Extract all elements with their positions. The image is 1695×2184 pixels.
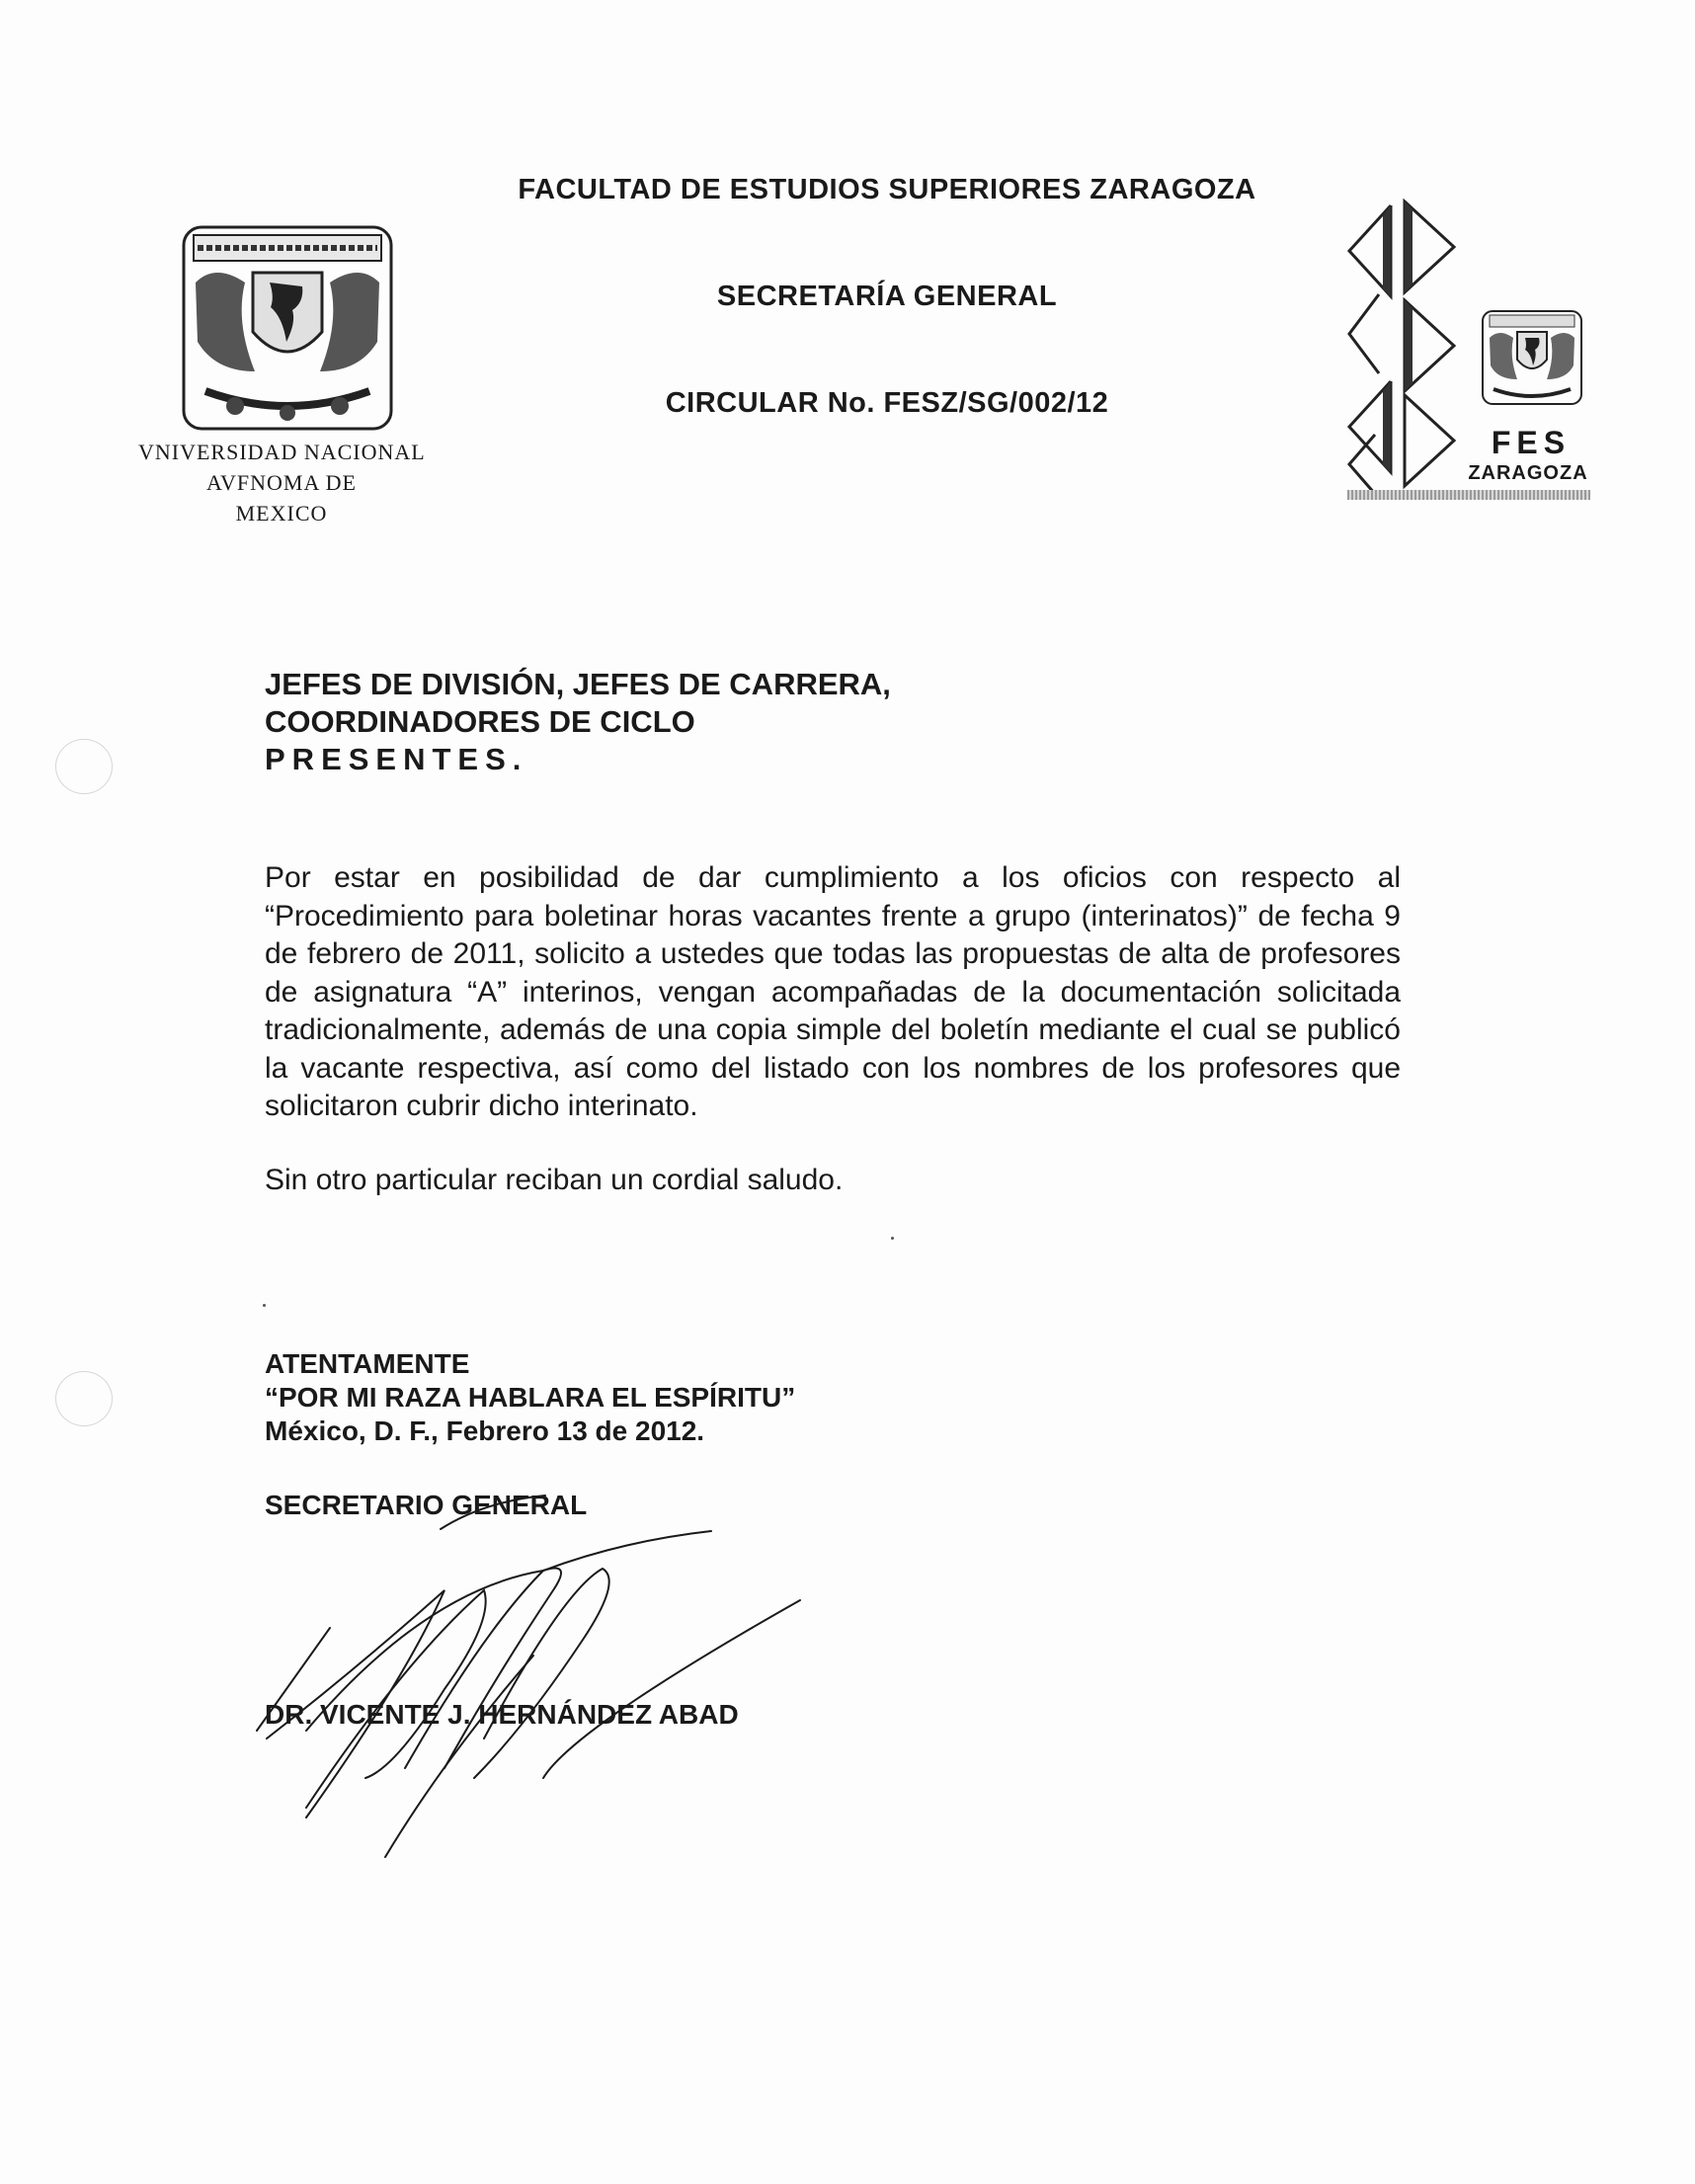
signer-name: DR. VICENTE J. HERNÁNDEZ ABAD [265, 1699, 739, 1730]
fes-unam-seal-icon [1480, 308, 1584, 407]
fes-subtitle: ZARAGOZA [1468, 462, 1588, 484]
department-heading: SECRETARÍA GENERAL [716, 281, 1058, 312]
signature-block [265, 1347, 795, 1448]
addressee-line1: JEFES DE DIVISIÓN, JEFES DE CARRERA, [265, 667, 891, 701]
body-paragraph: Por estar en posibilidad de dar cumplimiento a los oficios con respecto al “Procedimiento para boletinar horas vacantes frente a grupo (interinatos)” de fecha 9 de febrero de 2011, solicito a ustedes que todas las propuestas de alta de profesores de asignatura “A” interinos, vengan acompañadas de la documentación solicitada tradicionalmente, además de una copia simple del boletín mediante el cual se publicó la vacante respectiva, así como del listado con los nombres de los profesores que solicitaron cubrir dicho interinato. [265, 861, 1401, 1122]
unam-caption [138, 437, 425, 528]
unam-caption-line2: AVFNOMA DE [205, 470, 357, 495]
unam-caption-line3: MEXICO [235, 501, 328, 526]
scan-speck [891, 1237, 894, 1240]
circular-number: CIRCULAR No. FESZ/SG/002/12 [665, 387, 1109, 419]
punch-hole [55, 739, 113, 794]
addressee-line2: COORDINADORES DE CICLO [265, 704, 695, 739]
punch-hole [55, 1371, 113, 1426]
fes-zaragoza-logo-icon [1345, 198, 1592, 506]
faculty-heading: FACULTAD DE ESTUDIOS SUPERIORES ZARAGOZA [518, 174, 1256, 205]
handwritten-signature-icon [247, 1482, 859, 1877]
signature-date: México, D. F., Febrero 13 de 2012. [265, 1416, 705, 1446]
addressee-line3: PRESENTES. [265, 742, 528, 776]
fes-title: FES [1491, 425, 1572, 460]
fes-zigzag-mark-icon [1345, 198, 1464, 504]
unam-seal-icon [176, 223, 399, 433]
fes-underline-bar [1347, 490, 1590, 500]
unam-caption-line1: VNIVERSIDAD NACIONAL [138, 440, 426, 464]
scan-speck [263, 1304, 266, 1307]
addressee-block [265, 666, 891, 778]
signer-title: SECRETARIO GENERAL [265, 1490, 588, 1520]
closing-line: Sin otro particular reciban un cordial saludo. [265, 1164, 844, 1196]
salutation: ATENTAMENTE [265, 1348, 470, 1379]
motto: “POR MI RAZA HABLARA EL ESPÍRITU” [265, 1382, 796, 1413]
